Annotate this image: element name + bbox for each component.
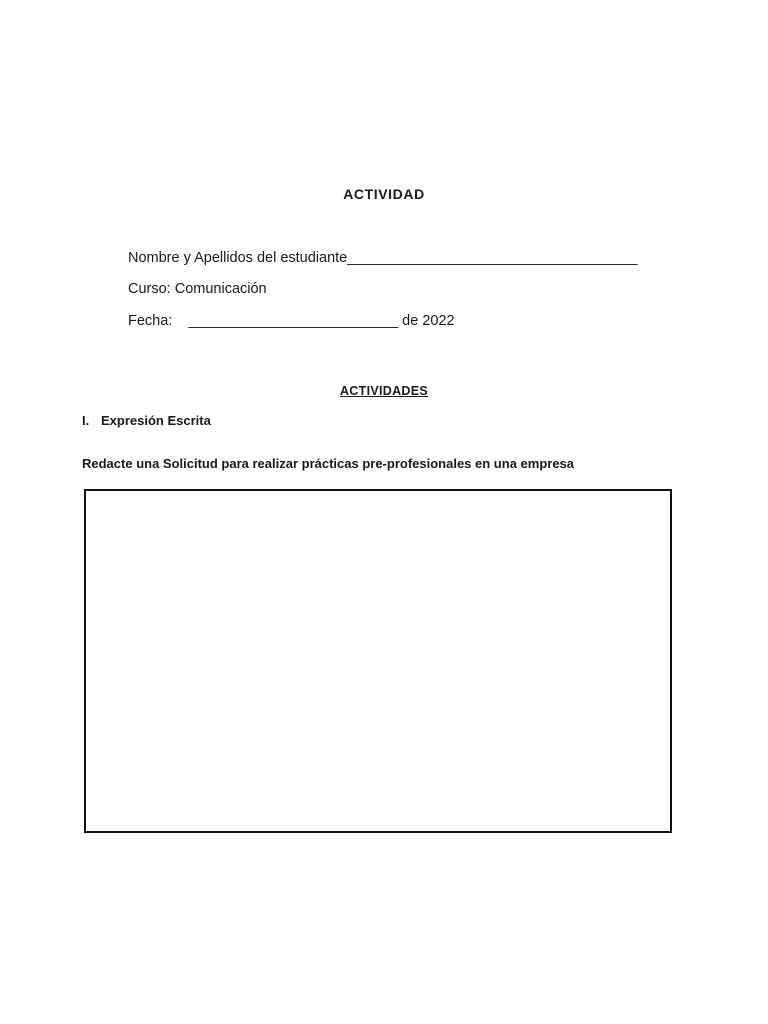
date-label: Fecha: <box>128 313 173 329</box>
section-heading <box>82 413 211 428</box>
page-title: ACTIVIDAD <box>343 186 425 202</box>
student-name-line <box>128 250 638 266</box>
date-suffix: de 2022 <box>402 313 455 329</box>
date-blank: __________________________ <box>188 313 399 329</box>
instruction-text: Redacte una Solicitud para realizar prácticas pre-profesionales en una empresa <box>82 456 575 471</box>
student-name-label: Nombre y Apellidos del estudiante <box>128 250 348 266</box>
student-name-blank: ____________________________________ <box>347 250 638 266</box>
date-line <box>128 313 455 329</box>
section-title: Expresión Escrita <box>101 413 211 428</box>
answer-box[interactable] <box>84 489 672 833</box>
activities-heading: ACTIVIDADES <box>339 384 429 398</box>
section-number: I. <box>82 413 90 428</box>
course-line: Curso: Comunicación <box>128 281 267 297</box>
